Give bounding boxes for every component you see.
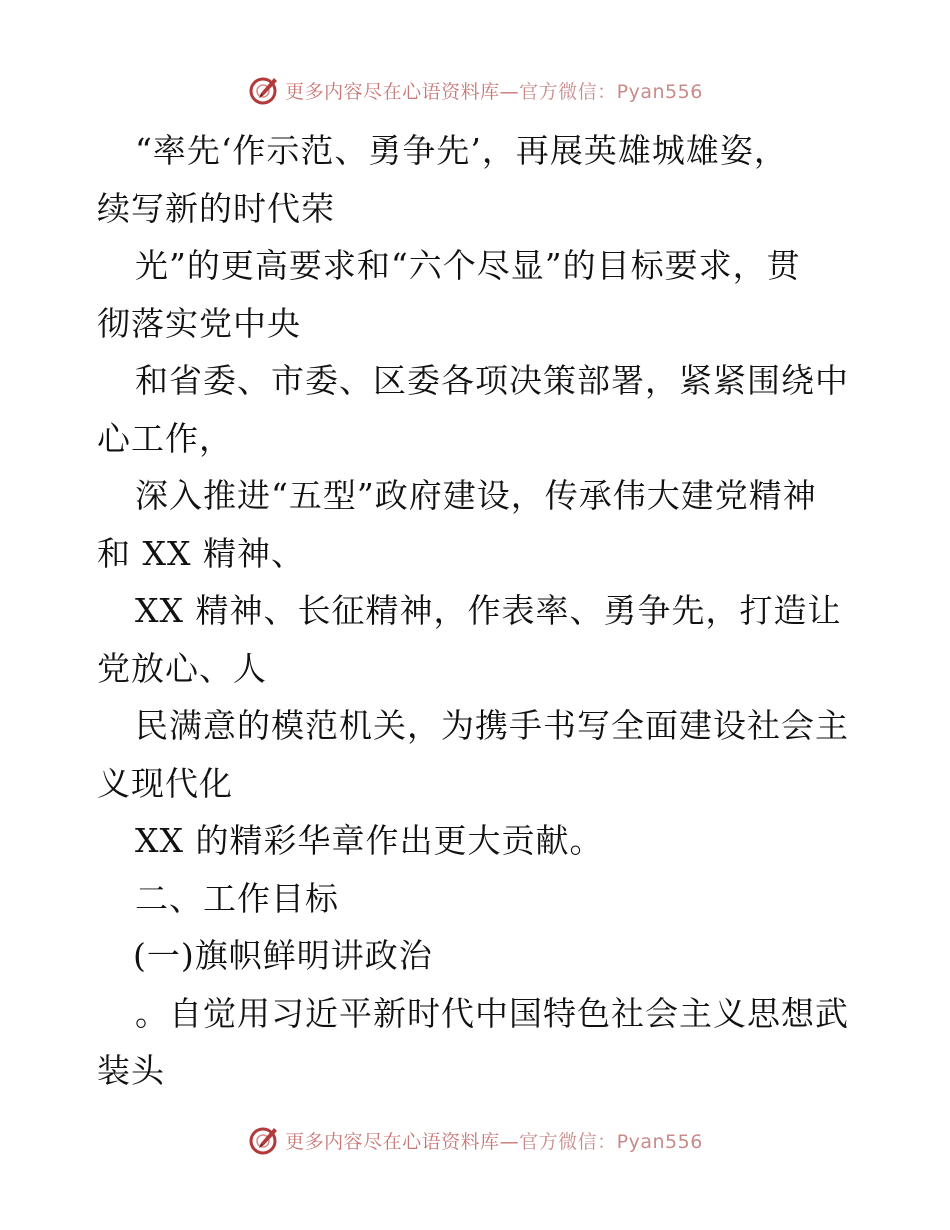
footer-site-text: 更多内容尽在心语资料库 — [285, 1130, 500, 1153]
paragraph-line: 党放心、人 — [97, 648, 267, 688]
paragraph-line: XX 的精彩华章作出更大贡献。 — [135, 821, 604, 860]
paragraph-line: 和省委、市委、区委各项决策部署，紧紧围绕中 — [135, 361, 849, 400]
paragraph-line: “率先‘作示范、勇争先’，再展英雄城雄姿， — [135, 131, 788, 170]
pen-nib-circle-logo-icon — [247, 73, 281, 107]
section-heading: 二、工作目标 — [135, 878, 339, 918]
paragraph-line: 和 XX 精神、 — [97, 533, 305, 573]
footer-banner-text — [285, 1127, 703, 1154]
footer-separator: — — [499, 1130, 520, 1153]
paragraph-line: 民满意的模范机关，为携手书写全面建设社会主 — [135, 706, 849, 745]
header-wechat-text: 官方微信：Pyan556 — [519, 80, 703, 103]
header-separator: — — [499, 80, 520, 103]
document-body — [97, 122, 857, 1100]
paragraph-line: XX 精神、长征精神，作表率、勇争先，打造让 — [135, 591, 842, 630]
header-site-text: 更多内容尽在心语资料库 — [285, 80, 500, 103]
header-banner-text — [285, 77, 703, 104]
paragraph-line: 深入推进“五型”政府建设，传承伟大建党精神 — [135, 476, 817, 515]
paragraph-line: 。自觉用习近平新时代中国特色社会主义思想武 — [135, 993, 849, 1033]
paragraph-line: 彻落实党中央 — [97, 303, 301, 343]
pen-nib-circle-logo-icon — [247, 1123, 281, 1157]
paragraph-line: 续写新的时代荣 — [97, 188, 335, 228]
paragraph-line: 心工作， — [97, 418, 233, 458]
paragraph-line: 义现代化 — [97, 763, 233, 803]
paragraph-line: 光”的更高要求和“六个尽显”的目标要求，贯 — [135, 246, 801, 285]
sub-heading: (一)旗帜鲜明讲政治 — [133, 936, 433, 975]
footer-wechat-text: 官方微信：Pyan556 — [519, 1130, 703, 1153]
footer-banner — [0, 1120, 950, 1160]
paragraph-line: 装头 — [97, 1051, 165, 1090]
header-banner — [0, 70, 950, 110]
